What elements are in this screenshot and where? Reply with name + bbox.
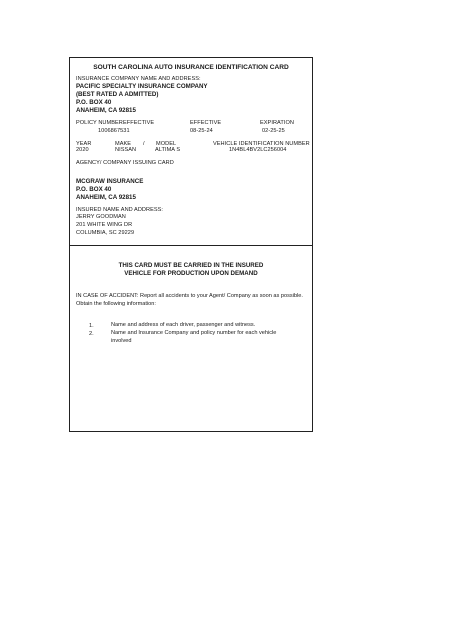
insured-city: COLUMBIA, SC 29229 [76, 230, 135, 236]
policy-number: 1006867531 [98, 128, 130, 134]
notice-heading-line-2: VEHICLE FOR PRODUCTION UPON DEMAND [124, 270, 258, 277]
agency-city: ANAHEIM, CA 92815 [76, 194, 136, 201]
policy-number-label: POLICY NUMBER [76, 120, 123, 126]
notice-heading-line-1: THIS CARD MUST BE CARRIED IN THE INSURED [118, 262, 264, 269]
make-model-separator: / [143, 141, 145, 147]
policy-effective-label: EFFECTIVE [123, 120, 155, 126]
card-title: SOUTH CAROLINA AUTO INSURANCE IDENTIFICATION CARD [93, 64, 289, 71]
vehicle-vin: 1N4BL4BV2LC256004 [229, 147, 287, 153]
accident-instructions: IN CASE OF ACCIDENT: Report all accidents to your Agent/ Company as soon as possible. Obtain the following information: [76, 293, 303, 307]
company-po-box: P.O. BOX 40 [76, 99, 112, 106]
year-label: YEAR [76, 141, 92, 147]
list-item-2-number: 2. [89, 331, 94, 337]
company-city: ANAHEIM, CA 92815 [76, 107, 136, 114]
insured-name: JERRY GOODMAN [76, 214, 126, 220]
list-item-1-number: 1. [89, 323, 94, 329]
agency-label: AGENCY/ COMPANY ISSUING CARD [76, 160, 174, 166]
id-card-back [69, 246, 313, 432]
vehicle-year: 2020 [76, 147, 89, 153]
vehicle-make: NISSAN [115, 147, 137, 153]
list-item-1-text: Name and address of each driver, passenger and witness. [111, 322, 256, 328]
effective-date: 08-25-24 [190, 128, 213, 134]
list-item-2-text: Name and Insurance Company and policy number for each vehicle involved [111, 330, 277, 344]
vehicle-model: ALTIMA S [155, 147, 181, 153]
company-name: PACIFIC SPECIALTY INSURANCE COMPANY [76, 83, 208, 90]
company-rating: (BEST RATED A ADMITTED) [76, 91, 159, 98]
agency-po-box: P.O. BOX 40 [76, 186, 112, 193]
effective-label: EFFECTIVE [190, 120, 222, 126]
expiration-label: EXPIRATION [260, 120, 294, 126]
id-card-front [69, 57, 313, 246]
make-label: MAKE [115, 141, 132, 147]
agency-name: MCGRAW INSURANCE [76, 178, 144, 185]
company-label: INSURANCE COMPANY NAME AND ADDRESS: [76, 76, 201, 82]
expiration-date: 02-25-25 [262, 128, 285, 134]
model-label: MODEL [156, 141, 177, 147]
vin-label: VEHICLE IDENTIFICATION NUMBER [213, 141, 310, 147]
insured-label: INSURED NAME AND ADDRESS: [76, 207, 164, 213]
insured-street: 201 WHITE WING DR [76, 222, 133, 228]
